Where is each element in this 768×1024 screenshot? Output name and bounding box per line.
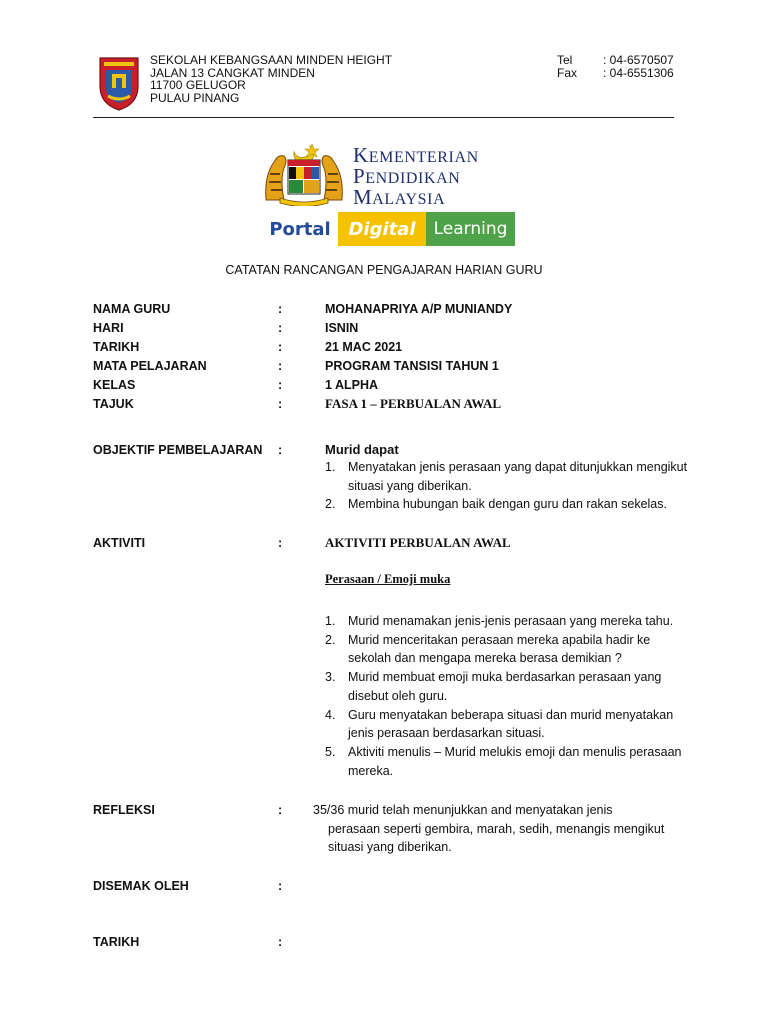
aktiviti-heading: AKTIVITI PERBUALAN AWAL [325, 535, 511, 550]
tarikh-label: TARIKH [93, 340, 140, 354]
document-title: CATATAN RANCANGAN PENGAJARAN HARIAN GURU [225, 263, 543, 277]
school-address [150, 54, 392, 104]
nama-guru-colon: : [278, 302, 283, 316]
mata-pelajaran-label: MATA PELAJARAN [93, 359, 207, 373]
list-item: 2. Membina hubungan baik dengan guru dan rakan sekelas. [325, 497, 667, 512]
school-crest-icon [96, 52, 142, 112]
banner-portal: Portal [269, 218, 331, 240]
tajuk-label: TAJUK [93, 397, 134, 411]
banner-learning: Learning [426, 212, 515, 246]
objektif-list [325, 458, 695, 514]
tel-label: Tel [557, 53, 573, 67]
jata-negara-icon [262, 140, 346, 206]
school-name: SEKOLAH KEBANGSAAN MINDEN HEIGHT [150, 53, 393, 67]
nama-guru-value: MOHANAPRIYA A/P MUNIANDY [325, 302, 513, 316]
hari-value: ISNIN [325, 321, 359, 335]
mata-pelajaran-value: PROGRAM TANSISI TAHUN 1 [325, 359, 499, 373]
tajuk-colon: : [278, 397, 283, 411]
refleksi-line-3: situasi yang diberikan. [328, 840, 452, 855]
refleksi-line-1: 35/36 murid telah menunjukkan and menyatakan jenis [313, 803, 613, 817]
letterhead-divider [93, 117, 674, 118]
school-state: PULAU PINANG [150, 90, 240, 105]
ministry-wordmark [353, 143, 479, 209]
tel-value: : 04-6570507 [603, 53, 674, 67]
objektif-label: OBJEKTIF PEMBELAJARAN [93, 443, 263, 457]
aktiviti-subheading: Perasaan / Emoji muka [325, 572, 451, 586]
kelas-value: 1 ALPHA [325, 378, 379, 392]
ministry-line-3: MALAYSIA [353, 185, 446, 209]
list-item: 2. Murid menceritakan perasaan mereka apabila hadir ke sekolah dan mengapa mereka berasa demikian ? [325, 632, 651, 666]
list-item: 4. Guru menyatakan beberapa situasi dan murid menyatakan jenis perasaan berdasarkan situasi. [325, 707, 674, 741]
mata-pelajaran-colon: : [278, 359, 283, 373]
school-street: JALAN 13 CANGKAT MINDEN [150, 65, 315, 80]
list-item: 3. Murid membuat emoji muka berdasarkan perasaan yang disebut oleh guru. [325, 670, 662, 703]
tarikh-colon: : [278, 340, 283, 354]
list-item: 5. Aktiviti menulis – Murid melukis emoji dan menulis perasaan mereka. [325, 744, 682, 778]
list-item: 1. Murid menamakan jenis-jenis perasaan yang mereka tahu. [325, 614, 674, 628]
nama-guru-label: NAMA GURU [93, 302, 171, 316]
aktiviti-list [325, 612, 695, 780]
aktiviti-label: AKTIVITI [93, 536, 146, 550]
ministry-line-1: KEMENTERIAN [353, 143, 479, 167]
refleksi-label: REFLEKSI [93, 803, 155, 817]
refleksi-colon: : [278, 803, 283, 817]
tel-row [557, 54, 674, 67]
objektif-intro: Murid dapat [325, 442, 399, 457]
tarikh-value: 21 MAC 2021 [325, 340, 403, 354]
list-item: 1. Menyatakan jenis perasaan yang dapat ditunjukkan mengikut situasi yang diberikan. [325, 460, 688, 493]
school-contact [557, 54, 674, 79]
aktiviti-colon: : [278, 536, 283, 550]
objektif-colon: : [278, 443, 283, 457]
refleksi-text [313, 801, 693, 857]
fax-value: : 04-6551306 [603, 65, 674, 80]
ministry-line-2: PENDIDIKAN [353, 164, 461, 188]
banner-digital: Digital [338, 212, 426, 246]
tajuk-value: FASA 1 – PERBUALAN AWAL [325, 396, 502, 411]
disemak-label: DISEMAK OLEH [93, 879, 189, 893]
hari-colon: : [278, 321, 283, 335]
tarikh-akhir-label: TARIKH [93, 935, 140, 949]
disemak-colon: : [278, 879, 283, 893]
kelas-colon: : [278, 378, 283, 392]
refleksi-line-2: perasaan seperti gembira, marah, sedih, menangis mengikut [328, 821, 665, 836]
kelas-label: KELAS [93, 378, 136, 392]
hari-label: HARI [93, 321, 124, 335]
fax-label: Fax [557, 65, 578, 80]
tarikh-akhir-colon: : [278, 935, 283, 949]
school-postcode: 11700 GELUGOR [150, 78, 246, 92]
portal-digital-learning-banner [262, 212, 515, 246]
fax-row [557, 67, 674, 80]
